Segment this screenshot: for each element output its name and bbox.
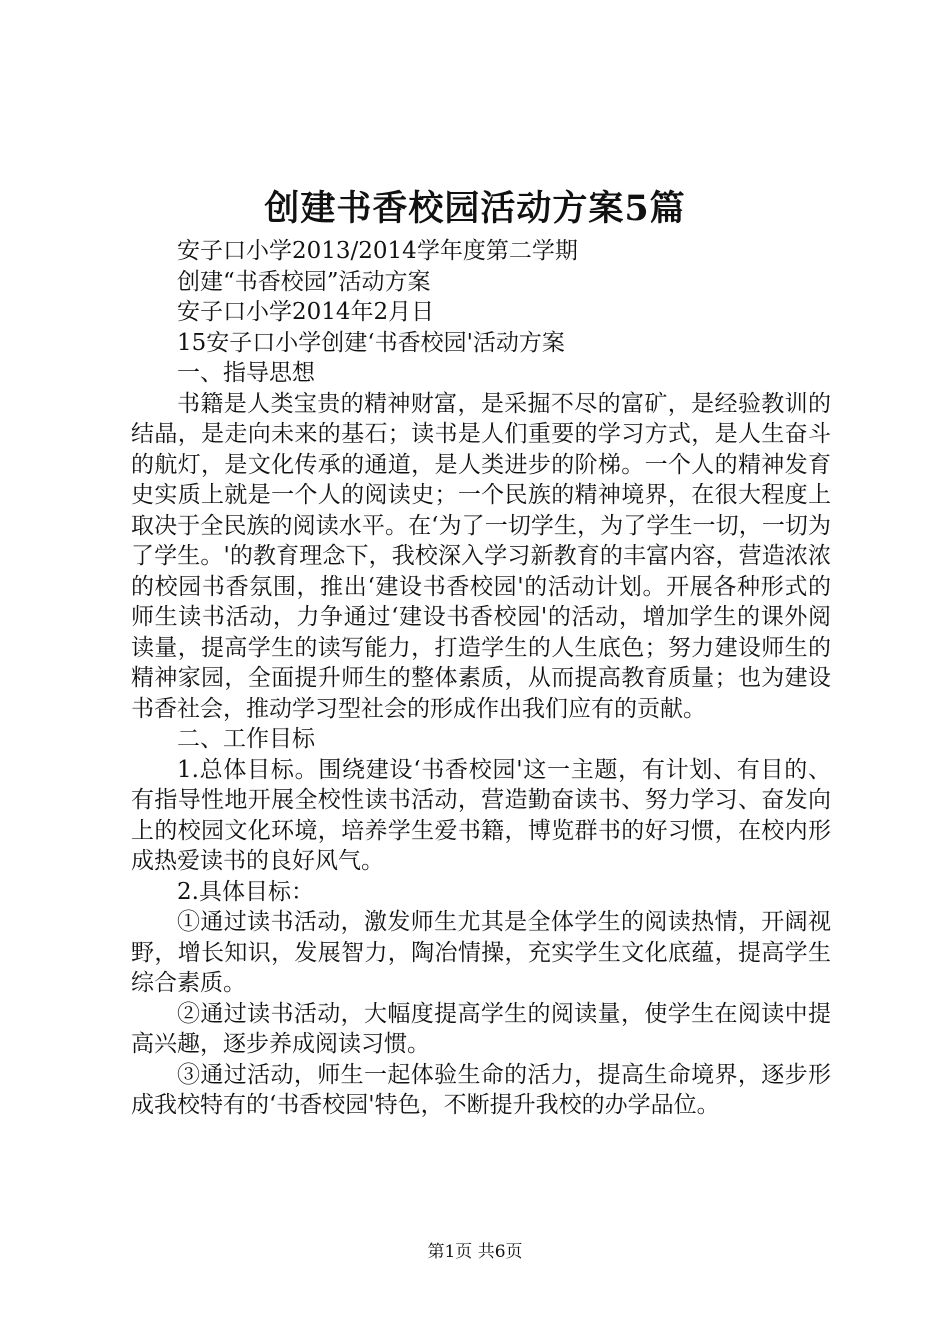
header-line-date: 安子口小学2014年2月日 (177, 299, 435, 325)
document-body (131, 236, 831, 1121)
page-footer: 第1页 共6页 (427, 1242, 523, 1262)
section-heading-guiding-ideology: 一、指导思想 (177, 360, 315, 386)
paragraph-goal-3: ③通过活动，师生一起体验生命的活力，提高生命境界，逐步形成我校特有的‘书香校园'特色，不断提升我校的办学品位。 (131, 1061, 831, 1118)
paragraph-guiding-ideology: 书籍是人类宝贵的精神财富，是采掘不尽的富矿，是经验教训的结晶，是走向未来的基石；读书是人们重要的学习方式，是人生奋斗的航灯，是文化传承的通道，是人类进步的阶梯。一个人的精神发育史实质上就是一个人的阅读史；一个民族的精神境界，在很大程度上取决于全民族的阅读水平。在‘为了一切学生，为了学生一切，一切为了学生。'的教育理念下，我校深入学习新教育的丰富内容，营造浓浓的校园书香氛围，推出‘建设书香校园'的活动计划。开展各种形式的师生读书活动，力争通过‘建设书香校园'的活动，增加学生的课外阅读量，提高学生的读写能力，打造学生的人生底色；努力建设师生的精神家园，全面提升师生的整体素质，从而提高教育质量；也为建设书香社会，推动学习型社会的形成作出我们应有的贡献。 (131, 390, 831, 722)
paragraph-goal-1: ①通过读书活动，激发师生尤其是全体学生的阅读热情，开阔视野，增长知识，发展智力，陶冶情操，充实学生文化底蕴，提高学生综合素质。 (131, 909, 831, 996)
header-line-plan-subtitle: 15安子口小学创建‘书香校园'活动方案 (177, 329, 565, 356)
header-line-plan-title: 创建“书香校园”活动方案 (177, 268, 431, 295)
document-title: 创建书香校园活动方案5篇 (264, 188, 686, 229)
paragraph-specific-goals-heading: 2.具体目标： (177, 878, 314, 905)
header-line-semester: 安子口小学2013/2014学年度第二学期 (177, 238, 578, 264)
paragraph-overall-goal: 1.总体目标。围绕建设‘书香校园'这一主题，有计划、有目的、有指导性地开展全校性读书活动，营造勤奋读书、努力学习、奋发向上的校园文化环境，培养学生爱书籍，博览群书的好习惯，在校内形成热爱读书的良好风气。 (131, 756, 831, 874)
paragraph-goal-2: ②通过读书活动，大幅度提高学生的阅读量，使学生在阅读中提高兴趣，逐步养成阅读习惯。 (131, 1000, 831, 1057)
section-heading-work-goals: 二、工作目标 (177, 726, 315, 752)
